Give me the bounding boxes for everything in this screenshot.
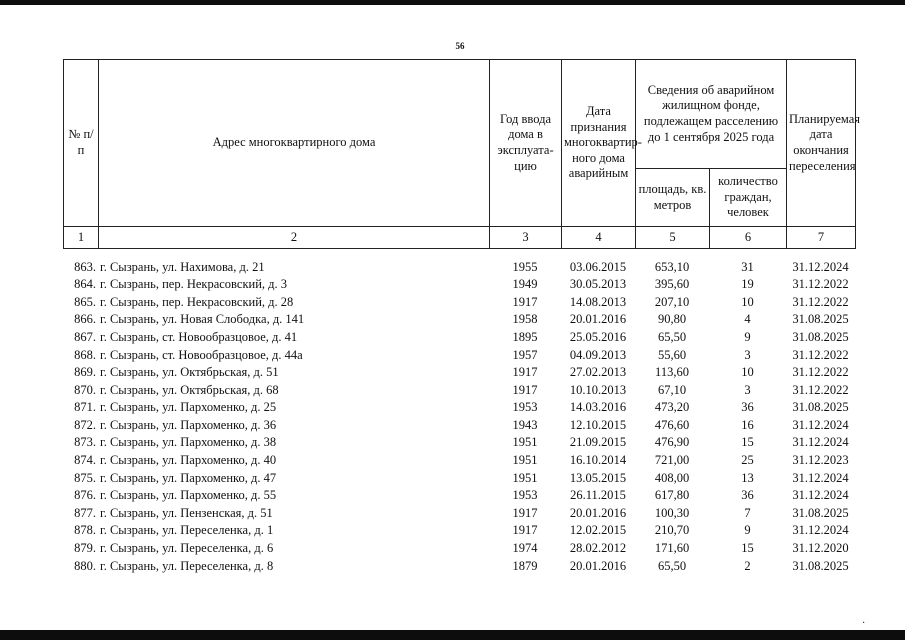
row-date: 10.10.2013 [569,382,627,397]
row-people: 36 [741,400,754,415]
table-row [63,258,855,276]
table-row [63,276,855,294]
row-end-date: 31.08.2025 [792,312,849,327]
row-end-date: 31.12.2022 [792,277,849,292]
row-year: 1949 [512,277,538,292]
row-number: 866. [74,312,96,327]
row-address: г. Сызрань, ул. Пархоменко, д. 25 [100,400,277,415]
row-address: г. Сызрань, ул. Пархоменко, д. 47 [100,470,277,485]
row-end-date: 31.12.2024 [792,470,849,485]
row-area: 67,10 [657,382,687,397]
table-header [63,59,861,249]
row-address: г. Сызрань, ул. Пархоменко, д. 36 [100,417,277,432]
table-row [63,328,855,346]
row-people: 31 [741,259,754,274]
table-row [63,311,855,329]
row-area: 90,80 [657,312,687,327]
row-number: 869. [74,365,96,380]
header-date: Дата признания многоквартир-ного дома аварийным [562,60,636,227]
row-end-date: 31.12.2022 [792,365,849,380]
row-end-date: 31.12.2022 [792,294,849,309]
row-area: 207,10 [654,294,690,309]
row-people: 10 [741,365,754,380]
row-date: 03.06.2015 [569,259,627,274]
row-year: 1951 [512,453,538,468]
row-year: 1958 [512,312,538,327]
row-area: 210,70 [654,523,690,538]
row-date: 26.11.2015 [570,488,626,503]
row-area: 721,00 [654,453,690,468]
row-address: г. Сызрань, ул. Новая Слободка, д. 141 [100,312,305,327]
row-number: 868. [74,347,96,362]
table-row [63,346,855,364]
row-number: 875. [74,470,96,485]
row-end-date: 31.12.2024 [792,259,849,274]
row-end-date: 31.12.2024 [792,435,849,450]
row-year: 1955 [512,259,538,274]
scan-top-border [0,0,905,5]
row-end-date: 31.12.2020 [792,541,849,556]
row-number: 880. [74,558,96,573]
row-year: 1917 [512,294,538,309]
row-end-date: 31.12.2024 [792,417,849,432]
header-info: Сведения об аварийном жилищном фонде, подлежащем расселению до 1 сентября 2025 года [636,60,787,169]
header-num: № п/п [64,60,99,227]
header-area: площадь, кв. метров [636,169,710,227]
col-number-7: 7 [787,227,856,249]
row-area: 65,50 [657,329,687,344]
table-row [63,293,855,311]
row-area: 476,90 [654,435,690,450]
header-people: количество граждан, человек [710,169,787,227]
row-address: г. Сызрань, пер. Некрасовский, д. 3 [100,277,287,292]
row-year: 1951 [512,435,538,450]
scan-bottom-border [0,630,905,640]
table-row [63,540,855,558]
row-people: 13 [741,470,754,485]
row-people: 36 [741,488,754,503]
table-row [63,416,855,434]
header-address: Адрес многоквартирного дома [99,60,490,227]
col-number-3: 3 [490,227,562,249]
row-year: 1957 [512,347,538,362]
col-number-4: 4 [562,227,636,249]
row-people: 15 [741,541,754,556]
row-number: 877. [74,505,96,520]
table-row [63,434,855,452]
row-people: 9 [744,329,751,344]
row-date: 30.05.2013 [569,277,627,292]
row-address: г. Сызрань, ул. Октябрьская, д. 51 [100,365,279,380]
row-people: 15 [741,435,754,450]
row-number: 865. [74,294,96,309]
row-date: 14.08.2013 [569,294,627,309]
row-year: 1951 [512,470,538,485]
scan-mark: · [862,618,866,629]
row-end-date: 31.12.2023 [792,453,849,468]
row-address: г. Сызрань, ул. Пархоменко, д. 40 [100,453,277,468]
row-date: 12.10.2015 [569,417,627,432]
row-people: 10 [741,294,754,309]
row-area: 171,60 [654,541,690,556]
table-row [63,364,855,382]
row-year: 1917 [512,523,538,538]
row-year: 1879 [512,558,538,573]
table-row [63,504,855,522]
row-people: 2 [744,558,751,573]
row-number: 871. [74,400,96,415]
row-address: г. Сызрань, ст. Новообразцовое, д. 44а [100,347,303,362]
table-row [63,399,855,417]
row-address: г. Сызрань, ул. Нахимова, д. 21 [100,259,265,274]
row-area: 617,80 [654,488,690,503]
row-people: 4 [744,312,751,327]
row-number: 873. [74,435,96,450]
row-date: 14.03.2016 [569,400,627,415]
row-number: 876. [74,488,96,503]
row-people: 7 [744,505,751,520]
row-date: 20.01.2016 [569,558,627,573]
col-number-6: 6 [710,227,787,249]
row-area: 408,00 [654,470,690,485]
row-end-date: 31.12.2022 [792,347,849,362]
row-number: 864. [74,277,96,292]
row-year: 1953 [512,400,538,415]
row-year: 1943 [512,417,538,432]
table-row [63,381,855,399]
row-end-date: 31.08.2025 [792,558,849,573]
row-number: 867. [74,329,96,344]
row-number: 872. [74,417,96,432]
col-number-1: 1 [64,227,99,249]
row-area: 100,30 [654,505,690,520]
row-date: 16.10.2014 [569,453,627,468]
row-address: г. Сызрань, ул. Переселенка, д. 6 [100,541,274,556]
row-address: г. Сызрань, пер. Некрасовский, д. 28 [100,294,294,309]
row-end-date: 31.08.2025 [792,329,849,344]
row-end-date: 31.12.2024 [792,488,849,503]
row-address: г. Сызрань, ст. Новообразцовое, д. 41 [100,329,298,344]
row-area: 653,10 [654,259,690,274]
row-year: 1895 [512,329,538,344]
row-people: 25 [741,453,754,468]
table-body [63,258,855,575]
table-row [63,557,855,575]
row-end-date: 31.08.2025 [792,400,849,415]
row-number: 874. [74,453,96,468]
header-end-date: Планируемая дата окончания переселения [787,60,856,227]
row-date: 20.01.2016 [569,312,627,327]
row-people: 19 [741,277,754,292]
row-people: 9 [744,523,751,538]
row-address: г. Сызрань, ул. Переселенка, д. 8 [100,558,274,573]
row-address: г. Сызрань, ул. Пензенская, д. 51 [100,505,273,520]
page-number: 56 [455,41,465,51]
header-year: Год ввода дома в эксплуата-цию [490,60,562,227]
row-date: 21.09.2015 [569,435,627,450]
table-row [63,487,855,505]
table-row [63,522,855,540]
row-year: 1917 [512,505,538,520]
col-number-5: 5 [636,227,710,249]
row-end-date: 31.12.2024 [792,523,849,538]
row-area: 395,60 [654,277,690,292]
row-date: 20.01.2016 [569,505,627,520]
row-year: 1917 [512,382,538,397]
row-date: 12.02.2015 [569,523,627,538]
row-year: 1953 [512,488,538,503]
row-date: 28.02.2012 [569,541,627,556]
row-number: 879. [74,541,96,556]
row-number: 878. [74,523,96,538]
row-number: 863. [74,259,96,274]
row-date: 13.05.2015 [569,470,627,485]
row-year: 1974 [512,541,538,556]
row-people: 3 [744,382,751,397]
row-address: г. Сызрань, ул. Октябрьская, д. 68 [100,382,279,397]
row-date: 04.09.2013 [569,347,627,362]
row-address: г. Сызрань, ул. Пархоменко, д. 55 [100,488,277,503]
row-area: 113,60 [655,365,689,380]
row-people: 16 [741,417,754,432]
table-row [63,452,855,470]
row-area: 55,60 [657,347,687,362]
row-address: г. Сызрань, ул. Пархоменко, д. 38 [100,435,277,450]
row-end-date: 31.08.2025 [792,505,849,520]
row-address: г. Сызрань, ул. Переселенка, д. 1 [100,523,274,538]
row-date: 27.02.2013 [569,365,627,380]
row-end-date: 31.12.2022 [792,382,849,397]
row-area: 476,60 [654,417,690,432]
row-people: 3 [744,347,751,362]
row-year: 1917 [512,365,538,380]
row-area: 65,50 [657,558,687,573]
row-number: 870. [74,382,96,397]
row-area: 473,20 [654,400,690,415]
row-date: 25.05.2016 [569,329,627,344]
col-number-2: 2 [99,227,490,249]
table-row [63,469,855,487]
